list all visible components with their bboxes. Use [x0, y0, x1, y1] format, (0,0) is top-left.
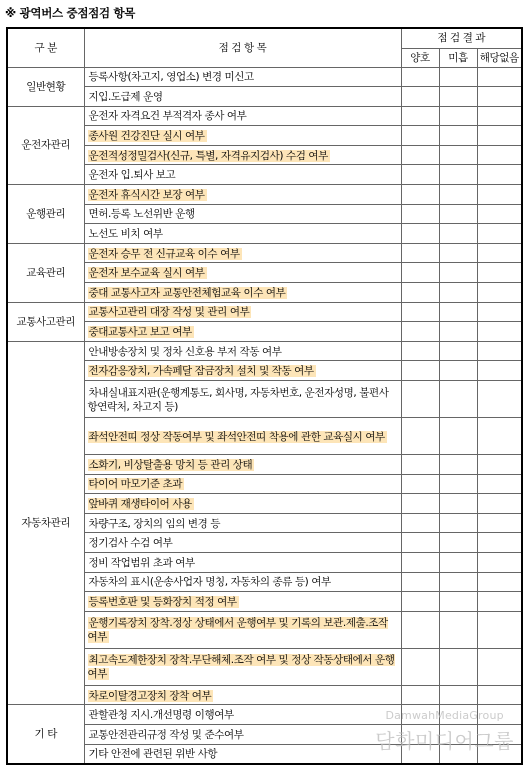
result-poor-cell[interactable]: [439, 611, 477, 648]
item-text: 종사원 건강진단 실시 여부: [88, 130, 205, 143]
result-good-cell[interactable]: [401, 224, 439, 244]
item-text: 중대 교통사고자 교통안전체험교육 이수 여부: [88, 286, 286, 299]
item-text: 관할관청 지시.개선명령 이행여부: [88, 709, 234, 722]
item-cell: [84, 494, 401, 514]
result-good-cell[interactable]: [401, 744, 439, 764]
item-text: 운전적성정밀검사(신규, 특별, 자격유지검사) 수검 여부: [88, 149, 328, 162]
item-text: 차량구조, 장치의 임의 변경 등: [88, 517, 221, 530]
result-poor-cell[interactable]: [439, 572, 477, 592]
item-text: 정비 작업범위 초과 여부: [88, 556, 195, 569]
table-row: [7, 724, 522, 744]
table-row: [7, 381, 522, 418]
result-poor-cell[interactable]: [439, 724, 477, 744]
item-text: 자동차의 표시(운송사업자 명칭, 자동차의 종류 등) 여부: [88, 576, 331, 589]
result-good-cell[interactable]: [401, 204, 439, 224]
header-good: 양호: [401, 48, 439, 67]
item-text: 교통안전관리규정 작성 및 준수여부: [88, 728, 244, 741]
item-text: 운전자 자격요건 부적격자 종사 여부: [88, 110, 247, 123]
item-cell: [84, 572, 401, 592]
result-na-cell[interactable]: [477, 165, 522, 185]
result-na-cell[interactable]: [477, 283, 522, 303]
item-text: 전자감응장치, 가속페달 잠금장치 설치 및 작동 여부: [88, 365, 314, 378]
table-row: [7, 494, 522, 514]
result-poor-cell[interactable]: [439, 474, 477, 494]
result-poor-cell[interactable]: [439, 204, 477, 224]
header-na: 해당없음: [477, 48, 522, 67]
result-good-cell[interactable]: [401, 533, 439, 553]
result-poor-cell[interactable]: [439, 106, 477, 126]
item-cell: [84, 474, 401, 494]
result-na-cell[interactable]: [477, 126, 522, 146]
item-cell: [84, 302, 401, 322]
result-good-cell[interactable]: [401, 263, 439, 283]
result-na-cell[interactable]: [477, 302, 522, 322]
table-row: [7, 165, 522, 185]
result-poor-cell[interactable]: [439, 283, 477, 303]
result-good-cell[interactable]: [401, 361, 439, 381]
result-na-cell[interactable]: [477, 361, 522, 381]
item-cell: [84, 204, 401, 224]
item-cell: [84, 185, 401, 205]
result-good-cell[interactable]: [401, 322, 439, 342]
page-title: ※ 광역버스 중점점검 항목: [5, 6, 136, 20]
table-row: [7, 572, 522, 592]
item-text: 기타 안전에 관련된 위반 사항: [88, 748, 218, 761]
item-cell: [84, 648, 401, 685]
item-cell: [84, 106, 401, 126]
result-poor-cell[interactable]: [439, 165, 477, 185]
item-text: 등록사항(차고지, 영업소) 변경 미신고: [88, 71, 254, 84]
category-cell: 일반현황: [7, 67, 84, 106]
result-poor-cell[interactable]: [439, 705, 477, 725]
table-row: [7, 224, 522, 244]
table-row: [7, 283, 522, 303]
table-row: [7, 243, 522, 263]
result-na-cell[interactable]: [477, 263, 522, 283]
item-text: 정기검사 수검 여부: [88, 537, 173, 550]
item-text: 운전자 보수교육 실시 여부: [88, 267, 205, 280]
table-row: [7, 592, 522, 612]
item-text: 지입.도급제 운영: [88, 90, 163, 103]
category-cell: 운전자관리: [7, 106, 84, 184]
result-poor-cell[interactable]: [439, 494, 477, 514]
table-row: [7, 418, 522, 455]
result-good-cell[interactable]: [401, 87, 439, 107]
table-row: [7, 361, 522, 381]
item-cell: [84, 381, 401, 418]
item-cell: [84, 418, 401, 455]
table-row: [7, 67, 522, 87]
table-row: [7, 302, 522, 322]
result-na-cell[interactable]: [477, 106, 522, 126]
item-cell: [84, 165, 401, 185]
table-row: [7, 705, 522, 725]
result-na-cell[interactable]: [477, 67, 522, 87]
result-poor-cell[interactable]: [439, 744, 477, 764]
result-good-cell[interactable]: [401, 572, 439, 592]
header-poor: 미흡: [439, 48, 477, 67]
result-na-cell[interactable]: [477, 724, 522, 744]
item-cell: [84, 592, 401, 612]
result-na-cell[interactable]: [477, 705, 522, 725]
result-poor-cell[interactable]: [439, 67, 477, 87]
result-good-cell[interactable]: [401, 126, 439, 146]
table-row: [7, 185, 522, 205]
result-na-cell[interactable]: [477, 455, 522, 475]
item-cell: [84, 744, 401, 764]
item-text: 운행기록장치 장착.정상 상태에서 운행여부 및 기록의 보관.제출.조작 여부: [87, 617, 388, 644]
item-text: 안내방송장치 및 정차 신호용 부저 작동 여부: [88, 345, 282, 358]
table-row: [7, 685, 522, 705]
table-row: [7, 455, 522, 475]
result-good-cell[interactable]: [401, 381, 439, 418]
item-text: 교통사고관리 대장 작성 및 관리 여부: [88, 306, 250, 319]
category-cell: 자동차관리: [7, 341, 84, 705]
result-na-cell[interactable]: [477, 341, 522, 361]
result-na-cell[interactable]: [477, 145, 522, 165]
watermark-ko: 담화미디어그룹: [375, 729, 514, 753]
result-good-cell[interactable]: [401, 648, 439, 685]
table-row: [7, 474, 522, 494]
item-text: 차내실내표지판(운행계통도, 회사명, 자동차번호, 운전자성명, 불편사항연락처, 차고지 등): [87, 386, 389, 413]
result-good-cell[interactable]: [401, 165, 439, 185]
result-poor-cell[interactable]: [439, 185, 477, 205]
result-poor-cell[interactable]: [439, 87, 477, 107]
item-cell: [84, 224, 401, 244]
result-na-cell[interactable]: [477, 243, 522, 263]
item-cell: [84, 243, 401, 263]
result-na-cell[interactable]: [477, 592, 522, 612]
inspection-table: [6, 27, 523, 765]
table-row: [7, 126, 522, 146]
item-text: 차로이탈경고장치 장착 여부: [88, 689, 212, 702]
result-na-cell[interactable]: [477, 513, 522, 533]
table-row: [7, 341, 522, 361]
item-cell: [84, 341, 401, 361]
result-good-cell[interactable]: [401, 592, 439, 612]
result-poor-cell[interactable]: [439, 513, 477, 533]
item-cell: [84, 67, 401, 87]
table-row: [7, 263, 522, 283]
result-na-cell[interactable]: [477, 381, 522, 418]
result-good-cell[interactable]: [401, 283, 439, 303]
item-text: 운전자 승무 전 신규교육 이수 여부: [88, 247, 240, 260]
table-row: [7, 648, 522, 685]
item-cell: [84, 87, 401, 107]
result-good-cell[interactable]: [401, 474, 439, 494]
result-na-cell[interactable]: [477, 533, 522, 553]
result-good-cell[interactable]: [401, 67, 439, 87]
item-text: 타이어 마모기준 초과: [88, 478, 183, 491]
result-poor-cell[interactable]: [439, 552, 477, 572]
result-poor-cell[interactable]: [439, 302, 477, 322]
item-text: 등록번호판 및 등화장치 적정 여부: [88, 595, 237, 608]
category-cell: 운행관리: [7, 185, 84, 244]
result-good-cell[interactable]: [401, 724, 439, 744]
result-poor-cell[interactable]: [439, 592, 477, 612]
item-text: 소화기, 비상탈출용 망치 등 관리 상태: [88, 458, 253, 471]
category-cell: 기 타: [7, 705, 84, 764]
result-good-cell[interactable]: [401, 552, 439, 572]
result-poor-cell[interactable]: [439, 145, 477, 165]
result-na-cell[interactable]: [477, 87, 522, 107]
result-poor-cell[interactable]: [439, 381, 477, 418]
result-poor-cell[interactable]: [439, 685, 477, 705]
result-poor-cell[interactable]: [439, 126, 477, 146]
result-poor-cell[interactable]: [439, 648, 477, 685]
item-cell: [84, 455, 401, 475]
table-row: [7, 106, 522, 126]
item-text: 면허.등록 노선위반 운행: [88, 208, 195, 221]
result-good-cell[interactable]: [401, 185, 439, 205]
result-good-cell[interactable]: [401, 145, 439, 165]
item-cell: [84, 533, 401, 553]
item-text: 노선도 비치 여부: [88, 228, 163, 241]
item-cell: [84, 263, 401, 283]
item-text: 최고속도제한장치 장착.무단해체.조작 여부 및 정상 작동상태에서 운행 여부: [87, 654, 395, 681]
item-text: 운전자 입.퇴사 보고: [88, 169, 176, 182]
item-cell: [84, 611, 401, 648]
header-items: 점 검 항 목: [84, 28, 401, 67]
result-poor-cell[interactable]: [439, 361, 477, 381]
item-cell: [84, 126, 401, 146]
table-row: [7, 204, 522, 224]
result-good-cell[interactable]: [401, 243, 439, 263]
result-poor-cell[interactable]: [439, 455, 477, 475]
category-cell: 교육관리: [7, 243, 84, 302]
result-good-cell[interactable]: [401, 494, 439, 514]
table-row: [7, 322, 522, 342]
item-text: 좌석안전띠 정상 작동여부 및 좌석안전띠 착용에 관한 교육실시 여부: [88, 430, 385, 443]
result-poor-cell[interactable]: [439, 418, 477, 455]
result-na-cell[interactable]: [477, 744, 522, 764]
result-good-cell[interactable]: [401, 418, 439, 455]
result-poor-cell[interactable]: [439, 533, 477, 553]
header-result: 점 검 결 과: [401, 28, 522, 48]
item-cell: [84, 552, 401, 572]
item-cell: [84, 283, 401, 303]
result-na-cell[interactable]: [477, 224, 522, 244]
result-poor-cell[interactable]: [439, 322, 477, 342]
result-good-cell[interactable]: [401, 341, 439, 361]
item-cell: [84, 685, 401, 705]
result-na-cell[interactable]: [477, 611, 522, 648]
item-cell: [84, 322, 401, 342]
result-na-cell[interactable]: [477, 185, 522, 205]
table-row: [7, 513, 522, 533]
header-category: 구 분: [7, 28, 84, 67]
table-row: [7, 611, 522, 648]
result-poor-cell[interactable]: [439, 341, 477, 361]
result-good-cell[interactable]: [401, 611, 439, 648]
result-good-cell[interactable]: [401, 685, 439, 705]
item-text: 운전자 휴식시간 보장 여부: [88, 188, 205, 201]
result-na-cell[interactable]: [477, 685, 522, 705]
result-na-cell[interactable]: [477, 648, 522, 685]
result-good-cell[interactable]: [401, 705, 439, 725]
result-na-cell[interactable]: [477, 494, 522, 514]
item-cell: [84, 724, 401, 744]
item-text: 중대교통사고 보고 여부: [88, 326, 192, 339]
result-na-cell[interactable]: [477, 204, 522, 224]
result-good-cell[interactable]: [401, 302, 439, 322]
result-na-cell[interactable]: [477, 418, 522, 455]
table-body: [7, 67, 522, 764]
watermark-en: DamwahMediaGroup: [385, 709, 504, 722]
item-text: 앞바퀴 재생타이어 사용: [88, 497, 192, 510]
item-cell: [84, 145, 401, 165]
result-na-cell[interactable]: [477, 572, 522, 592]
result-na-cell[interactable]: [477, 474, 522, 494]
result-na-cell[interactable]: [477, 322, 522, 342]
table-row: [7, 145, 522, 165]
item-cell: [84, 513, 401, 533]
table-row: [7, 87, 522, 107]
result-poor-cell[interactable]: [439, 243, 477, 263]
result-na-cell[interactable]: [477, 552, 522, 572]
item-cell: [84, 361, 401, 381]
item-cell: [84, 705, 401, 725]
result-good-cell[interactable]: [401, 106, 439, 126]
table-row: [7, 552, 522, 572]
result-poor-cell[interactable]: [439, 263, 477, 283]
table-row: [7, 533, 522, 553]
result-poor-cell[interactable]: [439, 224, 477, 244]
category-cell: 교통사고관리: [7, 302, 84, 341]
table-row: [7, 744, 522, 764]
result-good-cell[interactable]: [401, 513, 439, 533]
result-good-cell[interactable]: [401, 455, 439, 475]
